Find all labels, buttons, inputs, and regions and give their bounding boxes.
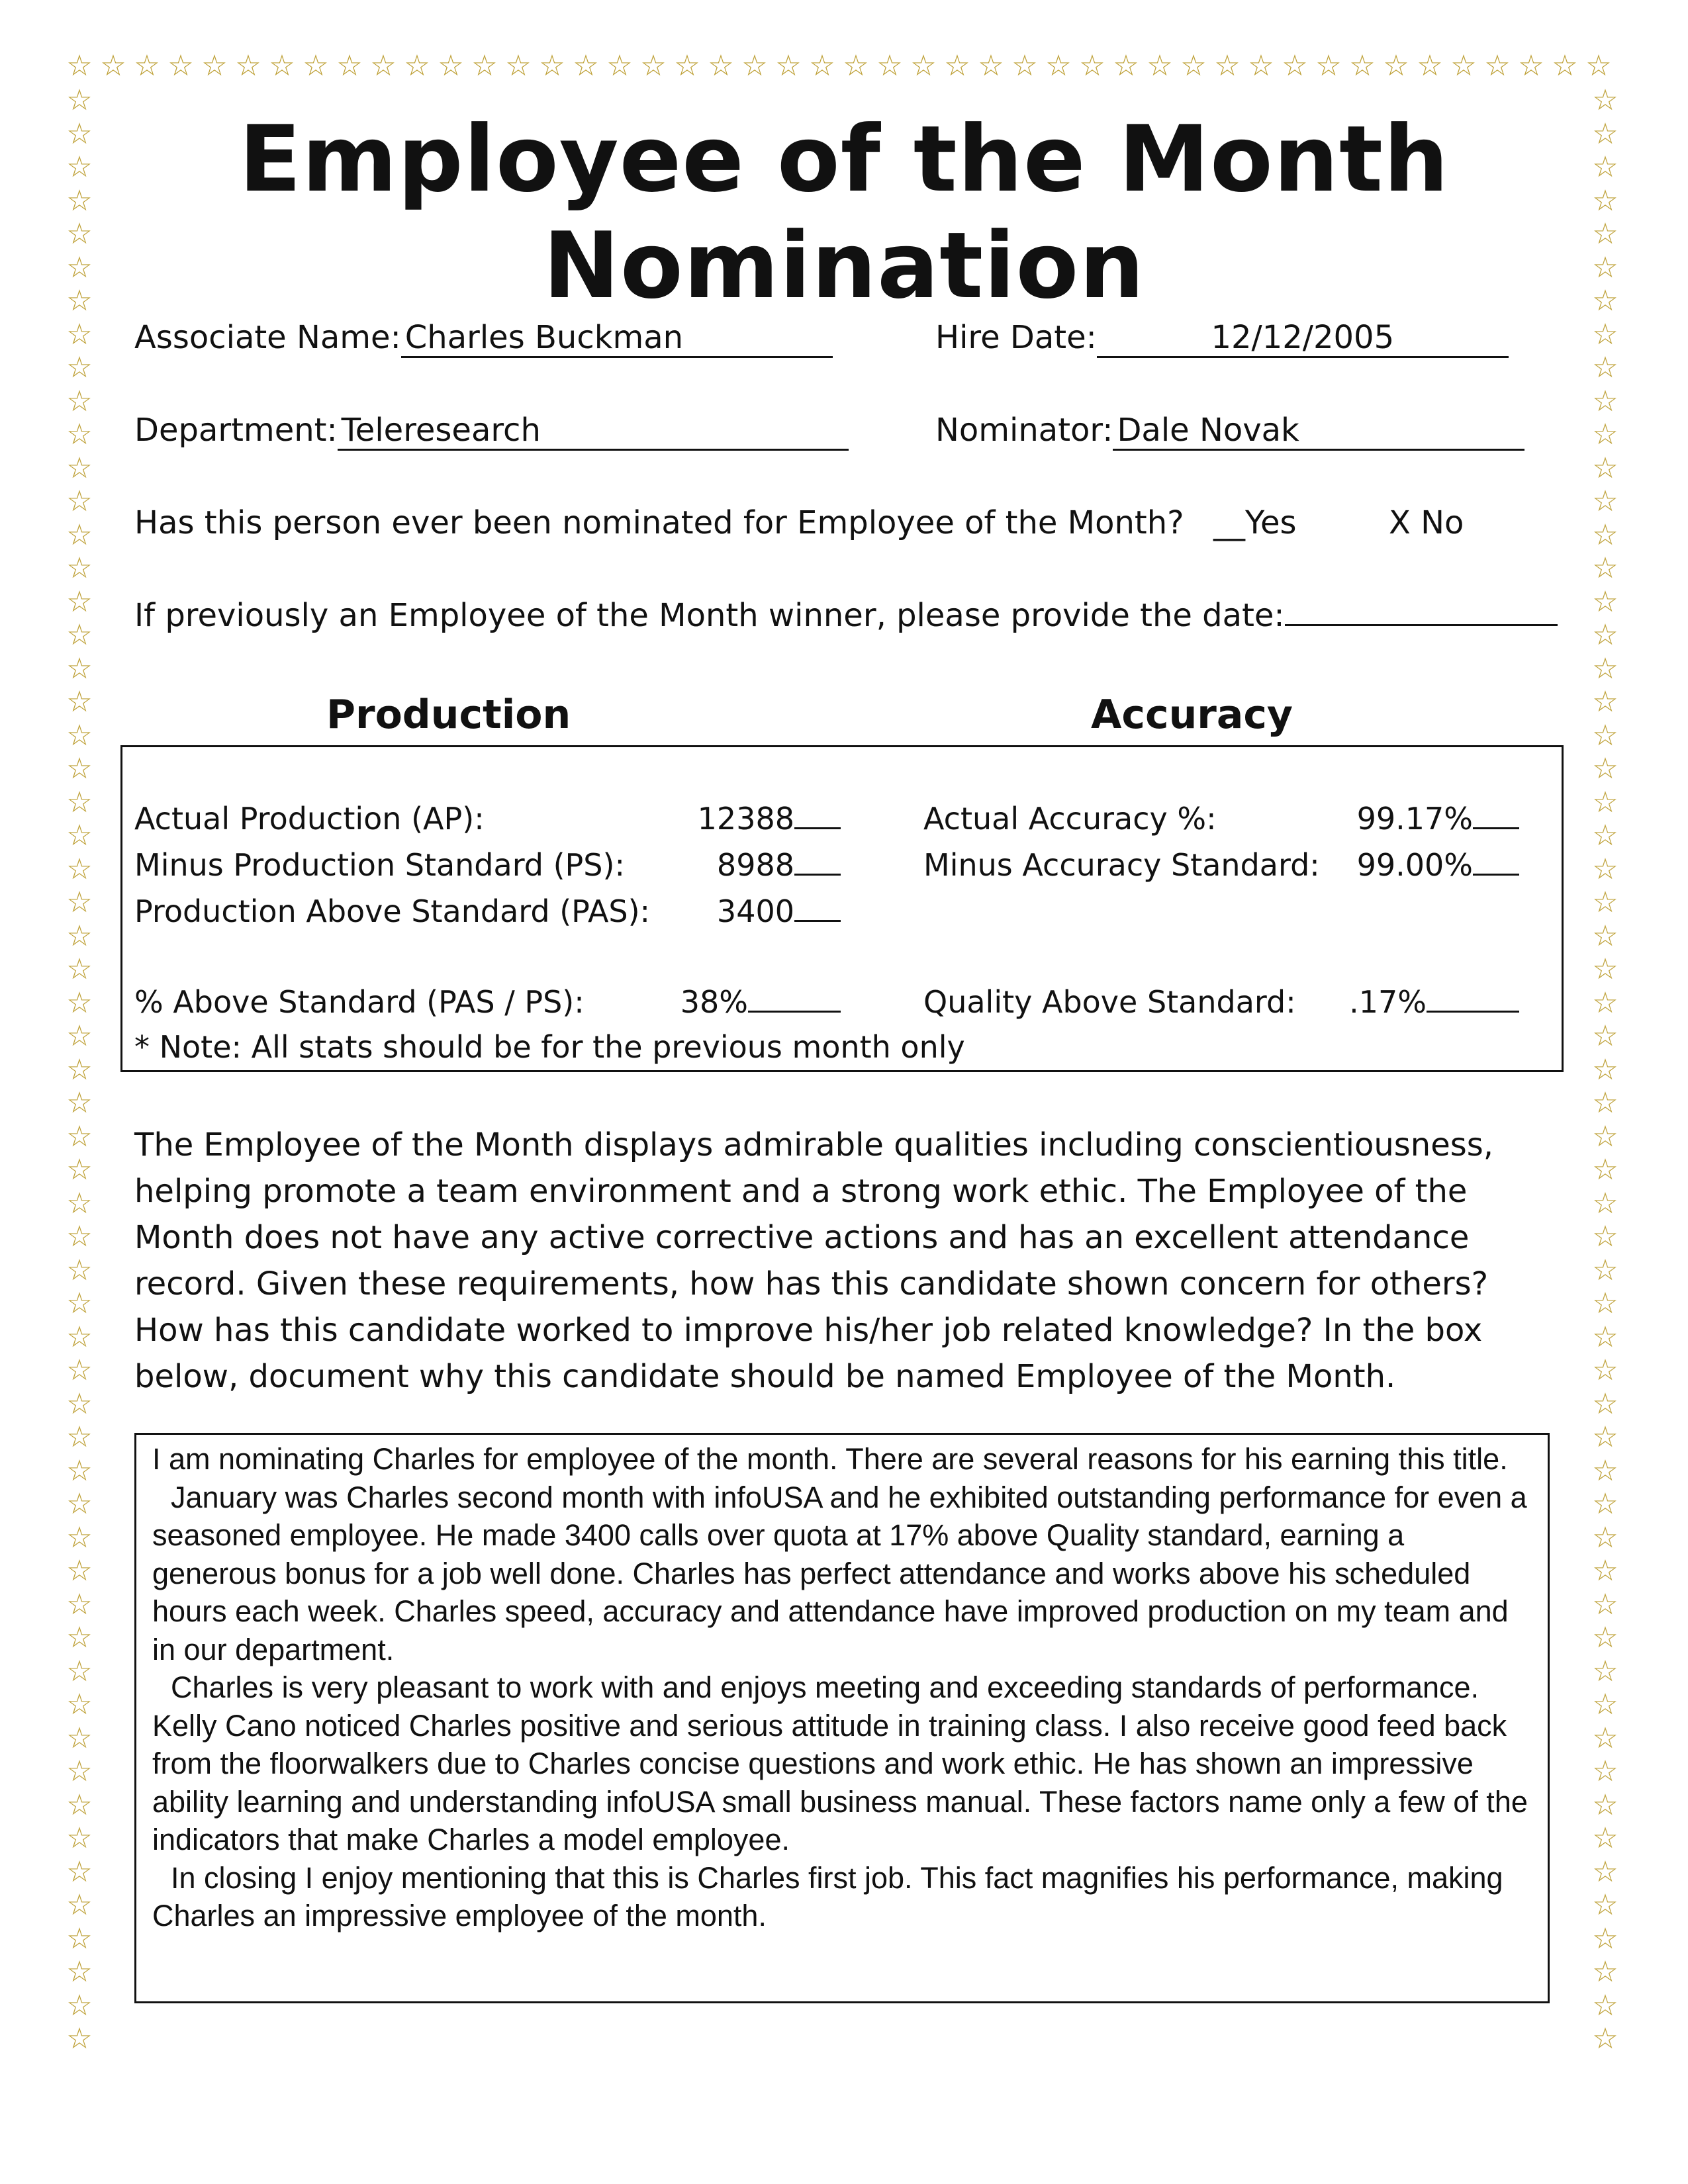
star-outline-icon: ☆ (66, 484, 93, 518)
quality-above-standard-label: Quality Above Standard: (923, 984, 1296, 1020)
star-outline-icon: ☆ (809, 49, 835, 83)
nominator-field (935, 412, 1524, 451)
star-outline-icon: ☆ (66, 1955, 93, 1989)
star-outline-icon: ☆ (505, 49, 532, 83)
star-outline-icon: ☆ (1011, 49, 1038, 83)
quality-above-standard-value: .17% (1317, 984, 1519, 1020)
star-outline-icon: ☆ (66, 584, 93, 619)
production-row-value: 3400 (662, 893, 841, 929)
star-outline-icon: ☆ (66, 1320, 93, 1354)
percent-above-standard-value: 38% (662, 984, 841, 1020)
star-outline-icon: ☆ (66, 819, 93, 852)
star-outline-icon: ☆ (66, 1754, 93, 1788)
star-outline-icon: ☆ (640, 49, 667, 83)
star-outline-icon: ☆ (1592, 1520, 1618, 1555)
star-outline-icon: ☆ (66, 2022, 93, 2056)
star-outline-icon: ☆ (1484, 49, 1511, 83)
star-outline-icon: ☆ (1592, 284, 1618, 318)
star-outline-icon: ☆ (1592, 1153, 1618, 1187)
star-outline-icon: ☆ (1592, 1287, 1618, 1320)
star-outline-icon: ☆ (1592, 351, 1618, 385)
star-outline-icon: ☆ (66, 1153, 93, 1187)
star-outline-icon: ☆ (573, 49, 599, 83)
star-outline-icon: ☆ (1592, 1921, 1618, 1956)
star-outline-icon: ☆ (1383, 49, 1409, 83)
star-outline-icon: ☆ (1592, 618, 1618, 652)
star-outline-icon: ☆ (1592, 1387, 1618, 1421)
star-outline-icon: ☆ (1592, 1019, 1618, 1053)
star-outline-icon: ☆ (1592, 384, 1618, 418)
star-outline-icon: ☆ (876, 49, 903, 83)
star-outline-icon: ☆ (404, 49, 430, 83)
production-row-value: 8988 (662, 847, 841, 883)
star-outline-icon: ☆ (1592, 785, 1618, 819)
star-outline-icon: ☆ (1592, 1688, 1618, 1721)
star-outline-icon: ☆ (1592, 651, 1618, 686)
star-outline-icon: ☆ (1180, 49, 1207, 83)
star-outline-icon: ☆ (66, 1086, 93, 1120)
star-outline-icon: ☆ (1518, 49, 1544, 83)
star-outline-icon: ☆ (1592, 418, 1618, 451)
star-outline-icon: ☆ (66, 1520, 93, 1555)
star-outline-icon: ☆ (66, 1921, 93, 1956)
star-outline-icon: ☆ (1592, 685, 1618, 719)
instructions-paragraph: The Employee of the Month displays admirable qualities including conscientiousness, helping promote a team environment and a strong work ethic. The Employee of the Month does not have any active corrective actions and has an excellent attendance record. Given these requirements, how has this candidate shown concern for others? How has this candidate worked to improve his/her job related knowledge? In the box below, document why this candidate should be named Employee of the Month. (134, 1126, 1494, 1395)
star-outline-icon: ☆ (100, 49, 126, 83)
star-outline-icon: ☆ (1315, 49, 1342, 83)
accuracy-row-label: Minus Accuracy Standard: (923, 847, 1320, 883)
star-outline-icon: ☆ (843, 49, 869, 83)
star-outline-icon: ☆ (66, 785, 93, 819)
star-outline-icon: ☆ (1417, 49, 1443, 83)
star-outline-icon: ☆ (1592, 1253, 1618, 1287)
previously-nominated-question: Has this person ever been nominated for Employee of the Month? (134, 504, 1184, 541)
star-outline-icon: ☆ (910, 49, 937, 83)
star-outline-icon: ☆ (1592, 2022, 1618, 2056)
star-outline-icon: ☆ (1349, 49, 1376, 83)
star-outline-icon: ☆ (1592, 1621, 1618, 1655)
star-outline-icon: ☆ (66, 150, 93, 184)
previous-winner-question: If previously an Employee of the Month winner, please provide the date: (134, 597, 1285, 634)
star-outline-icon: ☆ (66, 1854, 93, 1889)
star-outline-icon: ☆ (1592, 819, 1618, 852)
star-outline-icon: ☆ (1592, 1821, 1618, 1855)
star-outline-icon: ☆ (66, 250, 93, 285)
nomination-essay-box (134, 1433, 1550, 2003)
star-outline-icon: ☆ (1592, 1554, 1618, 1588)
star-outline-icon: ☆ (1592, 1754, 1618, 1788)
star-outline-icon: ☆ (1592, 952, 1618, 986)
star-outline-icon: ☆ (1592, 1086, 1618, 1120)
star-outline-icon: ☆ (66, 1554, 93, 1588)
star-outline-icon: ☆ (66, 1988, 93, 2023)
associate-name-field (134, 319, 833, 358)
production-row-label: Production Above Standard (PAS): (134, 893, 651, 929)
star-outline-icon: ☆ (66, 1688, 93, 1721)
star-outline-icon: ☆ (66, 1186, 93, 1220)
previous-winner-date (1285, 624, 1558, 626)
star-outline-icon: ☆ (438, 49, 464, 83)
previously-nominated-no: X No (1389, 504, 1464, 541)
accuracy-row-value: 99.00% (1317, 847, 1519, 883)
star-outline-icon: ☆ (1214, 49, 1241, 83)
department-field (134, 412, 849, 451)
star-outline-icon: ☆ (539, 49, 565, 83)
star-outline-icon: ☆ (303, 49, 329, 83)
star-outline-icon: ☆ (66, 985, 93, 1020)
star-outline-icon: ☆ (1592, 1186, 1618, 1220)
accuracy-heading: Accuracy (1091, 692, 1293, 738)
essay-paragraph: January was Charles second month with infoUSA and he exhibited outstanding performance for even a seasoned employee. He made 3400 calls over quota at 17% above Quality standard, earning a generous bonus for a job well done. Charles has perfect attendance and works above his scheduled hours each week. Charles speed, accuracy and attendance have improved production on my team and in our department. (152, 1480, 1527, 1666)
star-outline-icon: ☆ (1592, 1052, 1618, 1087)
star-outline-icon: ☆ (66, 1654, 93, 1688)
star-outline-icon: ☆ (66, 1621, 93, 1655)
star-outline-icon: ☆ (1592, 919, 1618, 953)
star-outline-icon: ☆ (1592, 584, 1618, 619)
star-outline-icon: ☆ (66, 83, 93, 117)
percent-above-standard-label: % Above Standard (PAS / PS): (134, 984, 585, 1020)
star-outline-icon: ☆ (741, 49, 768, 83)
star-outline-icon: ☆ (1592, 1654, 1618, 1688)
star-outline-icon: ☆ (66, 317, 93, 351)
star-outline-icon: ☆ (66, 551, 93, 585)
hire-date-value: 12/12/2005 (1097, 320, 1509, 358)
star-outline-icon: ☆ (201, 49, 228, 83)
star-outline-icon: ☆ (66, 1587, 93, 1621)
page-title: Employee of the Month Nomination (238, 106, 1450, 319)
star-outline-icon: ☆ (66, 116, 93, 151)
star-outline-icon: ☆ (1282, 49, 1308, 83)
star-outline-icon: ☆ (66, 852, 93, 886)
star-outline-icon: ☆ (66, 1119, 93, 1154)
star-outline-icon: ☆ (1592, 317, 1618, 351)
star-outline-icon: ☆ (1079, 49, 1105, 83)
star-outline-icon: ☆ (1045, 49, 1072, 83)
star-outline-icon: ☆ (1585, 49, 1612, 83)
star-outline-icon: ☆ (66, 284, 93, 318)
star-outline-icon: ☆ (1592, 518, 1618, 552)
star-outline-icon: ☆ (471, 49, 498, 83)
star-outline-icon: ☆ (1592, 150, 1618, 184)
star-outline-icon: ☆ (1592, 451, 1618, 485)
production-row-value: 12388 (662, 801, 841, 837)
star-outline-icon: ☆ (1592, 217, 1618, 251)
associate-name-label: Associate Name: (134, 319, 401, 356)
star-outline-icon: ☆ (606, 49, 633, 83)
essay-paragraph: Charles is very pleasant to work with and enjoys meeting and exceeding standards of performance. Kelly Cano noticed Charles positive and serious attitude in training class. I also receive good feed back from the floorwalkers due to Charles concise questions and work ethic. He has shown an impressive ability learning and understanding infoUSA small business manual. These factors name only a few of the indicators that make Charles a model employee. (152, 1670, 1528, 1856)
star-outline-icon: ☆ (1592, 484, 1618, 518)
star-outline-icon: ☆ (1592, 1320, 1618, 1354)
department-value: Teleresearch (338, 412, 849, 451)
star-outline-icon: ☆ (1592, 1988, 1618, 2023)
star-outline-icon: ☆ (1592, 1788, 1618, 1822)
production-row-label: Minus Production Standard (PS): (134, 847, 625, 883)
star-outline-icon: ☆ (66, 1253, 93, 1287)
production-row-label: Actual Production (AP): (134, 801, 485, 837)
star-outline-icon: ☆ (1592, 183, 1618, 218)
star-outline-icon: ☆ (336, 49, 363, 83)
star-outline-icon: ☆ (674, 49, 700, 83)
star-outline-icon: ☆ (66, 1420, 93, 1454)
star-outline-icon: ☆ (1592, 1353, 1618, 1387)
previous-winner-field (134, 597, 1558, 634)
star-outline-icon: ☆ (66, 685, 93, 719)
star-outline-icon: ☆ (66, 651, 93, 686)
star-outline-icon: ☆ (66, 1287, 93, 1320)
star-outline-icon: ☆ (944, 49, 970, 83)
previously-nominated-yes: __Yes (1213, 504, 1297, 541)
essay-paragraph: In closing I enjoy mentioning that this is Charles first job. This fact magnifies his performance, making Charles an impressive employee of the month. (152, 1860, 1503, 1933)
star-outline-icon: ☆ (1592, 1888, 1618, 1922)
star-outline-icon: ☆ (1592, 1854, 1618, 1889)
star-outline-icon: ☆ (370, 49, 397, 83)
star-outline-icon: ☆ (1592, 1587, 1618, 1621)
star-outline-icon: ☆ (66, 1788, 93, 1822)
star-outline-icon: ☆ (66, 886, 93, 919)
star-outline-icon: ☆ (1248, 49, 1274, 83)
star-outline-icon: ☆ (66, 1052, 93, 1087)
star-outline-icon: ☆ (66, 418, 93, 451)
star-outline-icon: ☆ (1592, 886, 1618, 919)
star-outline-icon: ☆ (66, 351, 93, 385)
star-outline-icon: ☆ (66, 1019, 93, 1053)
star-outline-icon: ☆ (1592, 116, 1618, 151)
star-outline-icon: ☆ (66, 1387, 93, 1421)
star-outline-icon: ☆ (1592, 1220, 1618, 1253)
star-outline-icon: ☆ (1592, 1955, 1618, 1989)
star-outline-icon: ☆ (775, 49, 802, 83)
star-outline-icon: ☆ (167, 49, 194, 83)
star-outline-icon: ☆ (1450, 49, 1477, 83)
hire-date-label: Hire Date: (935, 319, 1097, 356)
hire-date-field (935, 319, 1509, 358)
star-outline-icon: ☆ (66, 1888, 93, 1922)
star-outline-icon: ☆ (1552, 49, 1578, 83)
essay-paragraph: I am nominating Charles for employee of the month. There are several reasons for his earning this title. (152, 1442, 1508, 1476)
star-outline-icon: ☆ (66, 518, 93, 552)
star-outline-icon: ☆ (66, 451, 93, 485)
star-outline-icon: ☆ (1592, 1119, 1618, 1154)
star-outline-icon: ☆ (66, 49, 93, 83)
stats-note: * Note: All stats should be for the previous month only (134, 1029, 965, 1065)
star-outline-icon: ☆ (1147, 49, 1173, 83)
star-outline-icon: ☆ (66, 952, 93, 986)
star-outline-icon: ☆ (1592, 551, 1618, 585)
star-outline-icon: ☆ (1592, 1721, 1618, 1755)
accuracy-row-label: Actual Accuracy %: (923, 801, 1217, 837)
nominator-label: Nominator: (935, 412, 1113, 449)
star-outline-icon: ☆ (66, 1353, 93, 1387)
star-outline-icon: ☆ (66, 752, 93, 786)
star-outline-icon: ☆ (1592, 1453, 1618, 1488)
star-outline-icon: ☆ (66, 919, 93, 953)
star-outline-icon: ☆ (269, 49, 295, 83)
associate-name-value: Charles Buckman (401, 320, 833, 358)
star-outline-icon: ☆ (708, 49, 734, 83)
production-heading: Production (326, 692, 571, 738)
star-outline-icon: ☆ (1592, 752, 1618, 786)
star-outline-icon: ☆ (978, 49, 1004, 83)
star-outline-icon: ☆ (66, 1721, 93, 1755)
star-outline-icon: ☆ (1592, 1487, 1618, 1521)
nominator-value: Dale Novak (1113, 412, 1524, 451)
star-outline-icon: ☆ (66, 1487, 93, 1521)
star-outline-icon: ☆ (1592, 985, 1618, 1020)
star-outline-icon: ☆ (134, 49, 160, 83)
star-outline-icon: ☆ (1592, 1420, 1618, 1454)
star-outline-icon: ☆ (66, 1220, 93, 1253)
star-outline-icon: ☆ (66, 718, 93, 752)
star-outline-icon: ☆ (66, 217, 93, 251)
star-outline-icon: ☆ (66, 183, 93, 218)
star-outline-icon: ☆ (66, 1821, 93, 1855)
star-outline-icon: ☆ (1592, 718, 1618, 752)
star-outline-icon: ☆ (1592, 250, 1618, 285)
star-outline-icon: ☆ (66, 384, 93, 418)
star-outline-icon: ☆ (1592, 852, 1618, 886)
department-label: Department: (134, 412, 338, 449)
star-outline-icon: ☆ (66, 618, 93, 652)
star-outline-icon: ☆ (1113, 49, 1139, 83)
accuracy-row-value: 99.17% (1317, 801, 1519, 837)
star-outline-icon: ☆ (235, 49, 261, 83)
star-outline-icon: ☆ (66, 1453, 93, 1488)
star-outline-icon: ☆ (1592, 83, 1618, 117)
